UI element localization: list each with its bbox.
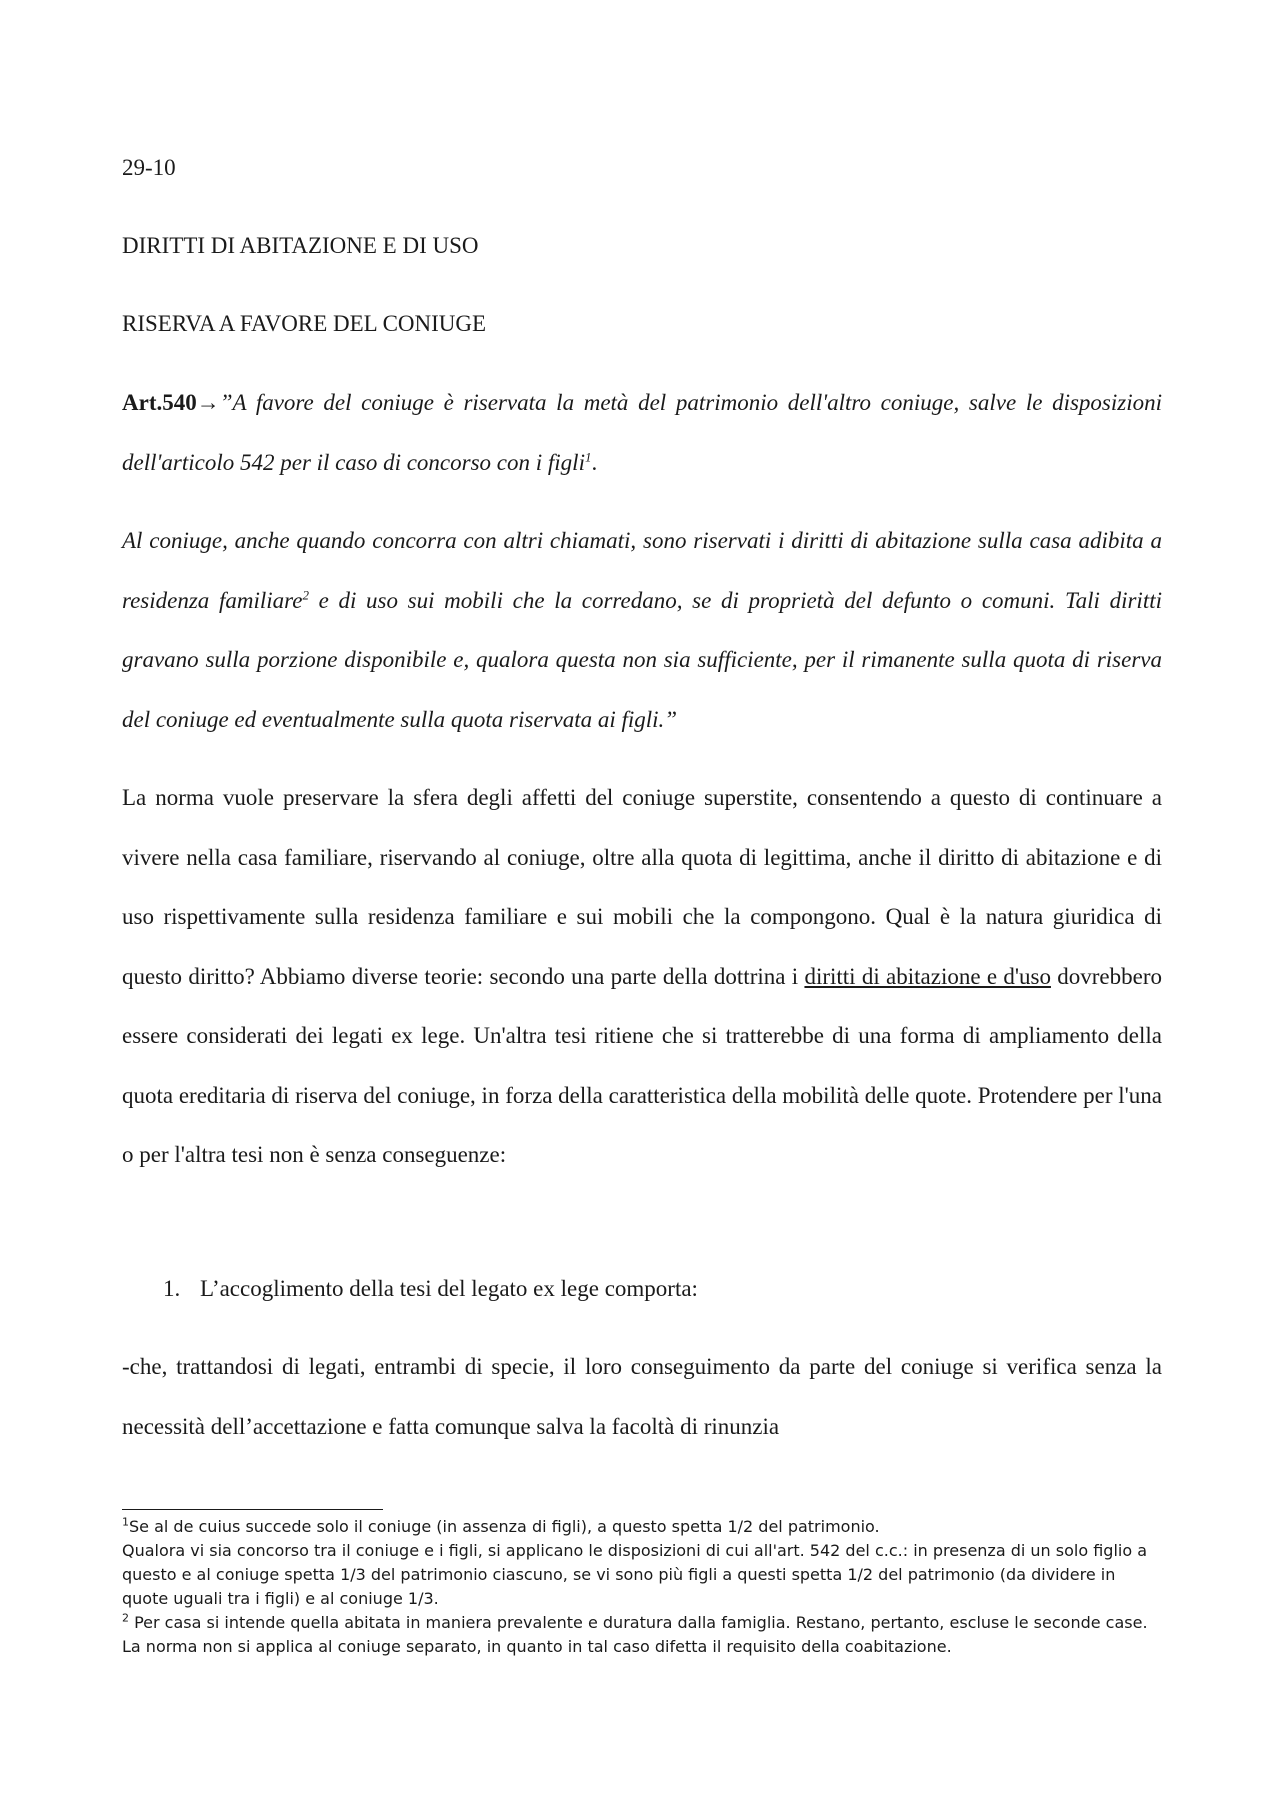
list-item xyxy=(163,1274,698,1304)
footnote-separator xyxy=(122,1509,383,1510)
subtitle-heading: RISERVA A FAVORE DEL CONIUGE xyxy=(122,311,487,336)
date-heading: 29-10 xyxy=(122,155,176,180)
footnote-2-continued: La norma non si applica al coniuge separato, in quanto in tal caso difetta il requisito della coabitazione. xyxy=(122,1637,952,1656)
commentary-paragraph xyxy=(122,768,1162,1185)
footnote-1-continued: Qualora vi sia concorso tra il coniuge e i figli, si applicano le disposizioni di cui all'art. 542 del c.c.: in presenza di un solo figlio a questo e al coniuge spetta 1/3 del patrimonio ciascuno, se vi sono più figli a questi spetta 1/2 del patrimonio (da dividere in quote uguali tra i figli) e al coniuge 1/3. xyxy=(122,1541,1148,1608)
footnote-ref-1[interactable]: 1 xyxy=(584,448,592,464)
consequence-paragraph: -che, trattandosi di legati, entrambi di specie, il loro conseguimento da parte del coniuge si verifica senza la necessità dell’accettazione e fatta comunque salva la facoltà di rinunzia xyxy=(122,1354,1162,1439)
commentary-text-b: dovrebbero essere considerati dei legati ex lege. Un'altra tesi ritiene che si tratterebbe di una forma di ampliamento della quota ereditaria di riserva del coniuge, in forza della caratteristica della mobilità delle quote. Protendere per l'una o per l'altra tesi non è senza conseguenze: xyxy=(122,963,1162,1167)
footnote-ref-2[interactable]: 2 xyxy=(302,586,309,602)
footnote-1 xyxy=(122,1515,1162,1539)
article-para2-b: e di uso sui mobili che la corredano, se di proprietà del defunto o comuni. Tali diritti gravano sulla porzione disponibile e, qualora questa non sia sufficiente, per il rimanente sulla quota di riserva del coniuge ed eventualmente sulla quota riservata ai figli.” xyxy=(122,587,1162,732)
footnotes xyxy=(122,1515,1162,1659)
article-text xyxy=(122,373,1162,1185)
commentary-link[interactable]: diritti di abitazione e d'uso xyxy=(804,963,1051,989)
footnote-2-number: 2 xyxy=(122,1611,129,1625)
list-item-number: 1. xyxy=(163,1276,181,1301)
commentary-text-a: La norma vuole preservare la sfera degli affetti del coniuge superstite, consentendo a questo di continuare a vivere nella casa familiare, riservando al coniuge, oltre alla quota di legittima, anche il diritto di abitazione e di uso rispettivamente sulla residenza familiare e sui mobili che la compongono. Qual è la natura giuridica di questo diritto? Abbiamo diverse teorie: secondo una parte della dottrina i xyxy=(122,785,1162,989)
footnote-1-text-a: Se al de cuius succede solo il coniuge (in assenza di figli), a questo spetta 1/2 del patrimonio. xyxy=(129,1517,880,1536)
article-paragraph-1 xyxy=(122,373,1162,492)
title-heading: DIRITTI DI ABITAZIONE E DI USO xyxy=(122,233,479,258)
article-para1-end: . xyxy=(591,449,598,475)
consequence-block xyxy=(122,1337,1162,1456)
list-item-text: L’accoglimento della tesi del legato ex lege comporta: xyxy=(200,1276,698,1301)
footnote-2-text-a: Per casa si intende quella abitata in maniera prevalente e duratura dalla famiglia. Restano, pertanto, escluse le seconde case. xyxy=(129,1613,1148,1632)
article-paragraph-2 xyxy=(122,511,1162,749)
footnote-1-number: 1 xyxy=(122,1515,129,1529)
arrow-icon: → xyxy=(196,390,220,415)
article-ref: Art.540 xyxy=(122,390,197,415)
article-para1-text: ”A favore del coniuge è riservata la metà del patrimonio dell'altro coniuge, salve le disposizioni dell'articolo 542 per il caso di concorso con i figli xyxy=(122,390,1162,475)
footnote-2 xyxy=(122,1611,1162,1635)
article-para2-a: Al coniuge, anche quando concorra con altri chiamati, sono riservati i diritti di abitazione sulla casa adibita a residenza familiare xyxy=(122,528,1162,613)
